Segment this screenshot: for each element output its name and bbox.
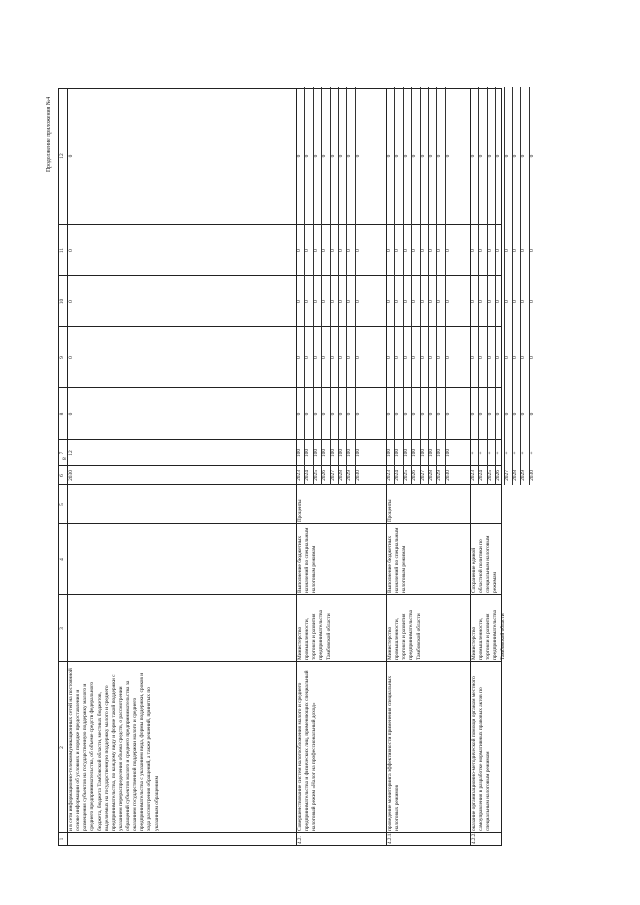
value-cell: 0 xyxy=(346,412,353,416)
value-cell: 0 xyxy=(394,154,401,158)
value-cell: 0 xyxy=(354,412,361,416)
value-cell: + xyxy=(478,451,485,455)
value-cell: 0 xyxy=(419,412,426,416)
year-cell: 2030 xyxy=(444,470,451,481)
measure-description: проведение мониторинга эффективности применения специальных налоговых режимов xyxy=(387,675,401,831)
value-cell: 100 xyxy=(338,448,344,458)
value-cell: 0 xyxy=(338,412,344,416)
value-cell: 0 xyxy=(478,356,485,359)
unit-of-measure: Проценты xyxy=(387,499,393,522)
value-cell: 0 xyxy=(503,300,510,303)
value-cell: 100 xyxy=(312,448,319,458)
value-cell: 0 xyxy=(68,356,74,359)
column-number: 5 xyxy=(59,503,65,506)
value-cell: 0 xyxy=(470,154,476,158)
value-cell: 0 xyxy=(470,249,476,252)
table-row xyxy=(386,87,470,845)
value-cell: 0 xyxy=(419,154,426,158)
value-cell: 0 xyxy=(436,300,443,303)
value-cell: 0 xyxy=(419,249,426,252)
value-cell: 0 xyxy=(512,249,518,252)
rotated-table-sheet xyxy=(46,88,535,846)
year-divider xyxy=(487,87,488,440)
value-cell: 100 xyxy=(386,448,392,458)
year-cell: 2025 xyxy=(312,470,319,481)
value-cell: 0 xyxy=(486,356,493,359)
value-cell: 0 xyxy=(495,249,502,252)
value-cell: + xyxy=(528,451,535,455)
value-cell: 0 xyxy=(520,249,527,252)
year-divider xyxy=(321,87,322,440)
value-cell: 100 xyxy=(411,448,418,458)
value-cell: 0 xyxy=(329,300,336,303)
value-cell: 0 xyxy=(312,412,319,416)
indicator-name: Сохранение единой областной политики по специальным налоговым режимам xyxy=(471,535,499,593)
responsible-executor: Министерство промышленности, торговли и развития предпринимательства Тамбовской области xyxy=(297,609,332,660)
value-cell: 0 xyxy=(304,249,311,252)
value-cell: 0 xyxy=(68,300,74,303)
value-cell: 0 xyxy=(470,300,476,303)
data-table xyxy=(58,88,535,846)
value-cell: 0 xyxy=(444,154,451,158)
value-cell: 0 xyxy=(338,356,344,359)
value-cell: 0 xyxy=(394,300,401,303)
value-cell: 0 xyxy=(312,249,319,252)
value-cell: 0 xyxy=(304,154,311,158)
value-cell: 0 xyxy=(444,249,451,252)
value-cell: 0 xyxy=(402,154,409,158)
indicator-name: Выполнение бюджетных назначений по специальным налоговым режимам xyxy=(387,527,408,593)
value-cell: 0 xyxy=(402,249,409,252)
value-cell: 0 xyxy=(304,356,311,359)
year-divider xyxy=(478,87,479,440)
value-cell: 0 xyxy=(503,154,510,158)
value-cell: 0 xyxy=(503,412,510,416)
value-cell: 0 xyxy=(354,154,361,158)
value-cell: 0 xyxy=(428,154,434,158)
value-cell: 0 xyxy=(346,300,353,303)
row-number: 4.2.2. xyxy=(471,832,477,844)
year-cell: 2028 xyxy=(512,470,518,481)
year-divider xyxy=(495,87,496,440)
value-cell: 0 xyxy=(520,154,527,158)
table-row xyxy=(470,87,535,845)
value-cell: + xyxy=(470,451,476,455)
value-cell: 0 xyxy=(411,356,418,359)
value-cell: 0 xyxy=(436,356,443,359)
value-cell: 0 xyxy=(486,249,493,252)
value-cell: 0 xyxy=(296,154,302,158)
column-number: 12 xyxy=(59,153,65,159)
value-cell: 0 xyxy=(495,412,502,416)
value-cell: 0 xyxy=(503,356,510,359)
table-row xyxy=(296,87,386,845)
value-cell: 0 xyxy=(329,249,336,252)
value-cell: 0 xyxy=(411,154,418,158)
responsible-executor: Министерство промышленности, торговли и развития предпринимательства Тамбовской области xyxy=(471,609,506,660)
value-cell: 0 xyxy=(386,154,392,158)
measure-description: оказание организационно-методической помощи органам местного самоуправления в разработке нормативных правовых актов по специальным налоговым режимам xyxy=(471,676,492,831)
value-cell: 0 xyxy=(394,412,401,416)
value-cell: + xyxy=(503,451,510,455)
year-cell: 2028 xyxy=(338,470,344,481)
value-cell: 0 xyxy=(394,356,401,359)
value-cell: 0 xyxy=(444,356,451,359)
column-number: 1 xyxy=(59,837,65,841)
value-cell: 0 xyxy=(321,154,328,158)
value-cell: 0 xyxy=(512,356,518,359)
year-divider xyxy=(436,87,437,440)
unit-of-measure: Проценты xyxy=(297,499,303,522)
year-divider xyxy=(520,87,521,440)
year-cell: 2023 xyxy=(386,470,392,481)
value-cell: 0 xyxy=(354,300,361,303)
year-cell: 2026 xyxy=(495,470,502,481)
value-cell: 0 xyxy=(528,356,535,359)
value-cell: 0 xyxy=(411,300,418,303)
column-number: 4 xyxy=(59,558,65,561)
value-cell: 100 xyxy=(296,448,302,458)
year-cell: 2024 xyxy=(478,470,485,481)
value-cell: 0 xyxy=(386,300,392,303)
value-cell: 0 xyxy=(354,249,361,252)
value-cell: 0 xyxy=(495,300,502,303)
year-divider xyxy=(445,87,446,440)
year-cell: 2029 xyxy=(346,470,353,481)
year-divider xyxy=(403,87,404,440)
column-number: 6 xyxy=(59,474,65,477)
value-cell: 0 xyxy=(329,412,336,416)
value-cell: 0 xyxy=(528,300,535,303)
year-divider xyxy=(346,87,347,440)
year-cell: 2027 xyxy=(419,470,426,481)
year-cell: 2029 xyxy=(520,470,527,481)
value-cell: 0 xyxy=(321,356,328,359)
year-divider xyxy=(428,87,429,440)
year-cell: 2024 xyxy=(394,470,401,481)
value-cell: 0 xyxy=(296,249,302,252)
value-cell: 0 xyxy=(528,412,535,416)
year-cell: 2030 xyxy=(68,470,74,481)
value-cell: + xyxy=(512,451,518,455)
value-cell: 0 xyxy=(68,154,74,158)
value-cell: 0 xyxy=(321,412,328,416)
column-number: 10 xyxy=(59,298,65,305)
year-cell: 2026 xyxy=(411,470,418,481)
column-number: 11 xyxy=(59,247,65,254)
value-cell: 0 xyxy=(296,412,302,416)
value-cell: 0 xyxy=(486,412,493,416)
value-cell: 0 xyxy=(402,412,409,416)
value-cell: 100 xyxy=(321,448,328,458)
column-number: 3 xyxy=(59,627,65,630)
value-cell: 0 xyxy=(495,154,502,158)
value-cell: 0 xyxy=(346,249,353,252)
year-divider xyxy=(355,87,356,440)
year-cell: 2029 xyxy=(436,470,443,481)
value-cell: 0 xyxy=(68,412,74,416)
value-cell: 0 xyxy=(470,412,476,416)
value-cell: + xyxy=(486,451,493,455)
indicator-name: Выполнение бюджетных назначений по специальным налоговым режимам xyxy=(297,527,318,593)
continuation-text: и в сети информационно-телекоммуникационных сетей на постоянной основе информации об условиях и порядке предоставления и размещения субъектов на государственную поддержку малого и среднего предпринимательства, об объеме средств федерального бюджета, бюджета Тамбовской области, местных бюджетов, выделяемых на государственную поддержку малого и среднего предпринимательства, по каждому виду и форме такой поддержки с указанием перераспределения объема средств, о рассмотрении обращений субъектов малого и среднего предпринимательства за оказанием государственной поддержки малого и среднего предпринимательства с указанием вида, формы поддержки, сроков и хода рассмотрения обращений, а также решений, принятых по указанным обращениям xyxy=(68,668,160,831)
value-cell: 0 xyxy=(338,300,344,303)
value-cell: 0 xyxy=(419,356,426,359)
value-cell: 0 xyxy=(411,412,418,416)
value-cell: 0 xyxy=(478,412,485,416)
value-cell: 0 xyxy=(436,249,443,252)
header-note: Продолжение приложения №4 xyxy=(46,96,52,172)
row-number: 4.2. xyxy=(297,836,303,844)
row-number: 4.2.1. xyxy=(387,832,393,844)
value-cell: 0 xyxy=(478,300,485,303)
unit-of-measure xyxy=(471,487,502,522)
value-cell: 0 xyxy=(321,300,328,303)
value-cell: 0 xyxy=(68,249,74,252)
value-cell: 0 xyxy=(428,412,434,416)
value-cell: 0 xyxy=(512,154,518,158)
value-cell: 100 xyxy=(394,448,401,458)
year-divider xyxy=(304,87,305,440)
value-cell: 100 xyxy=(354,448,361,458)
responsible-executor: Министерство промышленности, торговли и развития предпринимательства Тамбовской области xyxy=(387,609,422,660)
value-cell: 0 xyxy=(520,412,527,416)
value-cell: 0 xyxy=(520,356,527,359)
value-cell: 0 xyxy=(329,154,336,158)
column-number: 9 xyxy=(59,356,65,359)
value-cell: 100 xyxy=(444,448,451,458)
value-cell: 0 xyxy=(486,154,493,158)
value-cell: 0 xyxy=(386,412,392,416)
value-cell: 0 xyxy=(329,356,336,359)
year-divider xyxy=(529,87,530,440)
value-cell: 100 xyxy=(419,448,426,458)
value-cell: 0 xyxy=(428,300,434,303)
value-cell: 0 xyxy=(346,154,353,158)
year-cell: 2023 xyxy=(470,470,476,481)
year-cell: 2028 xyxy=(428,470,434,481)
value-cell: 0 xyxy=(470,356,476,359)
value-cell: 0 xyxy=(338,249,344,252)
value-cell: 0 xyxy=(296,356,302,359)
value-cell: 100 xyxy=(428,448,434,458)
value-cell: 0 xyxy=(386,356,392,359)
value-cell: 0 xyxy=(478,249,485,252)
value-cell: 0 xyxy=(312,154,319,158)
value-cell: 0 xyxy=(436,412,443,416)
year-cell: 2024 xyxy=(304,470,311,481)
year-cell: 2025 xyxy=(402,470,409,481)
year-divider xyxy=(504,87,505,440)
measure-description: Совершенствование систем налогообложения малого и среднего предпринимательства и физических лиц, применяющих специальный налоговый режим «Налог на профессиональный доход» xyxy=(297,670,318,831)
year-divider xyxy=(313,87,314,440)
value-cell: 100 xyxy=(346,448,353,458)
value-cell: 0 xyxy=(354,356,361,359)
value-cell: 0 xyxy=(312,356,319,359)
year-cell: 2025 xyxy=(486,470,493,481)
year-divider xyxy=(420,87,421,440)
year-cell: 2027 xyxy=(329,470,336,481)
year-cell: 2030 xyxy=(528,470,535,481)
value-cell: 0 xyxy=(478,154,485,158)
value-cell: 0 xyxy=(411,249,418,252)
value-cell: 100 xyxy=(329,448,336,458)
value-cell: 0 xyxy=(444,412,451,416)
value-cell: + xyxy=(520,451,527,455)
year-cell: 2030 xyxy=(354,470,361,481)
value-cell: 0 xyxy=(304,412,311,416)
year-divider xyxy=(512,87,513,440)
value-cell: 12 xyxy=(68,450,74,456)
value-cell: 0 xyxy=(346,356,353,359)
year-divider xyxy=(394,87,395,440)
value-cell: 100 xyxy=(402,448,409,458)
page-number: 8 xyxy=(60,457,67,460)
value-cell: 100 xyxy=(436,448,443,458)
value-cell: 0 xyxy=(428,356,434,359)
year-cell: 2023 xyxy=(296,470,302,481)
year-divider xyxy=(338,87,339,440)
value-cell: 0 xyxy=(304,300,311,303)
column-number: 7 xyxy=(59,451,65,455)
value-cell: 0 xyxy=(528,154,535,158)
value-cell: 0 xyxy=(444,300,451,303)
year-divider xyxy=(330,87,331,440)
value-cell: 0 xyxy=(512,300,518,303)
value-cell: 0 xyxy=(520,300,527,303)
column-number: 2 xyxy=(59,746,65,749)
value-cell: 0 xyxy=(512,412,518,416)
year-cell: 2026 xyxy=(321,470,328,481)
value-cell: 0 xyxy=(419,300,426,303)
value-cell: 0 xyxy=(428,249,434,252)
value-cell: 0 xyxy=(528,249,535,252)
value-cell: 0 xyxy=(402,356,409,359)
value-cell: 0 xyxy=(386,249,392,252)
value-cell: 0 xyxy=(296,300,302,303)
value-cell: 0 xyxy=(321,249,328,252)
value-cell: 0 xyxy=(486,300,493,303)
year-cell: 2027 xyxy=(503,470,510,481)
value-cell: 0 xyxy=(503,249,510,252)
value-cell: 0 xyxy=(338,154,344,158)
value-cell: 0 xyxy=(402,300,409,303)
value-cell: + xyxy=(495,451,502,455)
column-number: 8 xyxy=(59,412,65,416)
year-divider xyxy=(411,87,412,440)
value-cell: 0 xyxy=(436,154,443,158)
value-cell: 100 xyxy=(304,448,311,458)
value-cell: 0 xyxy=(394,249,401,252)
value-cell: 0 xyxy=(312,300,319,303)
value-cell: 0 xyxy=(495,356,502,359)
